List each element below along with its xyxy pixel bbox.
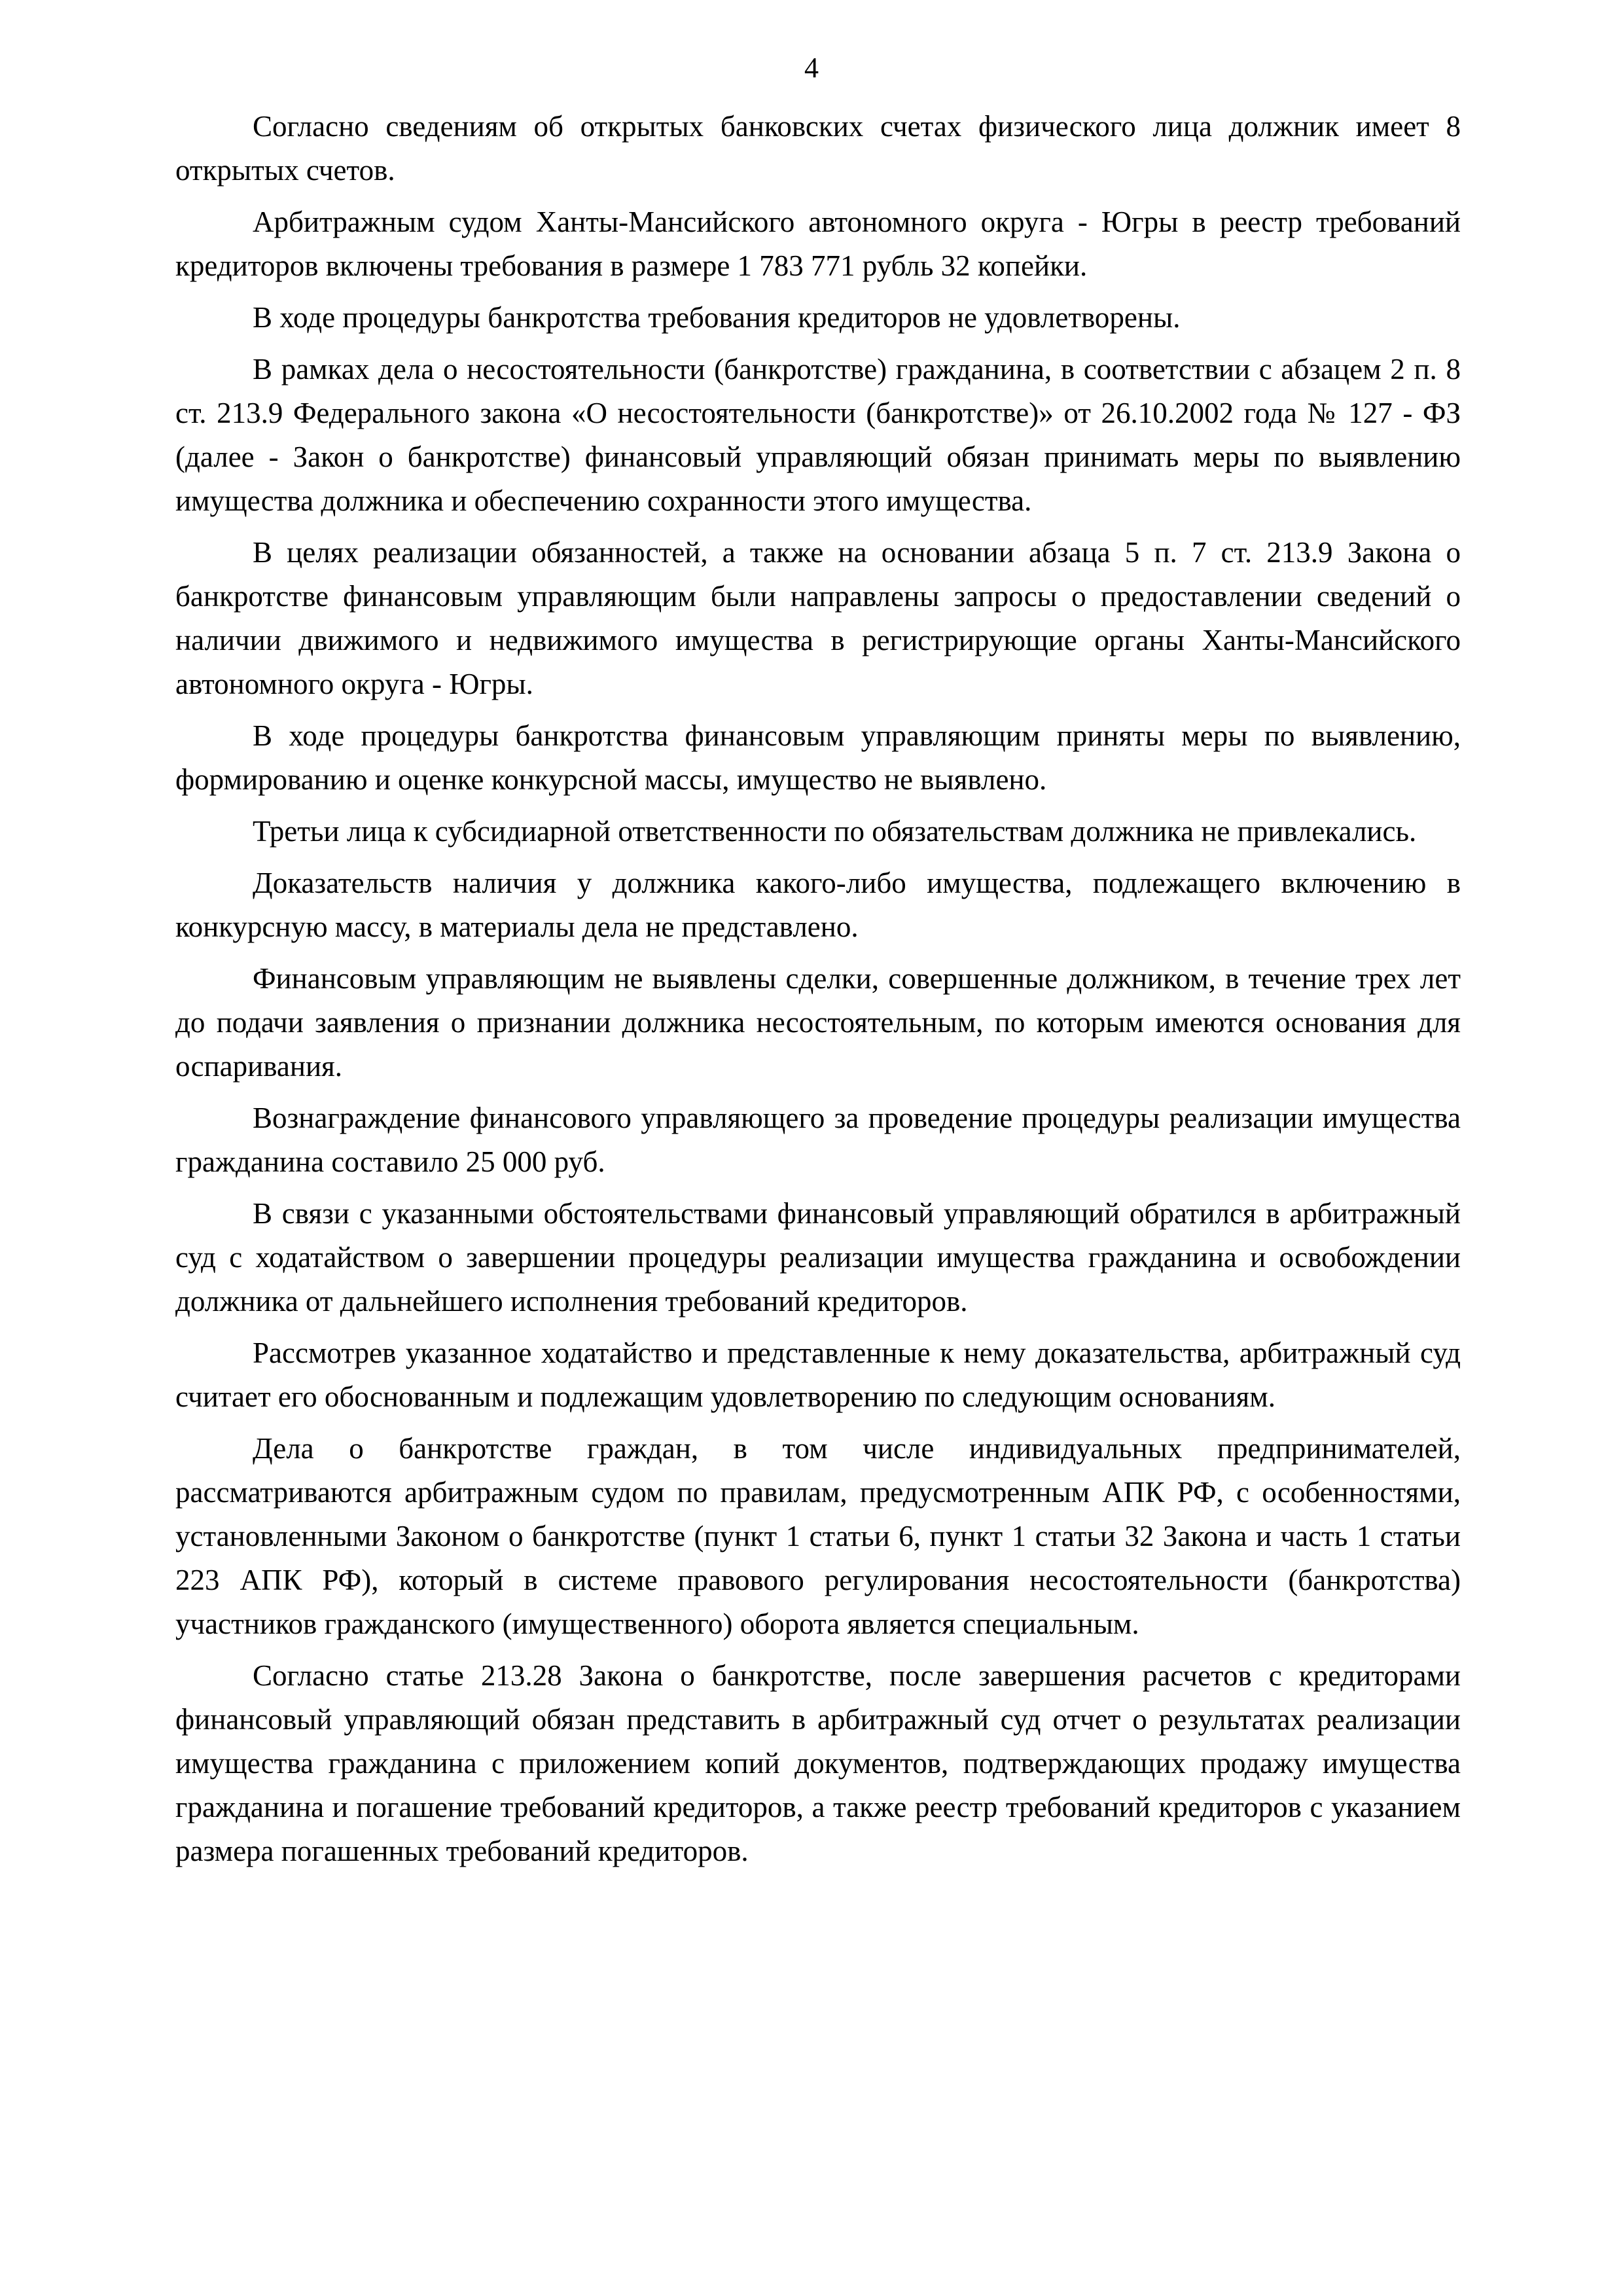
paragraph-no-transactions: Финансовым управляющим не выявлены сделки, совершенные должником, в течение трех лет до подачи заявления о признании должника несостоятельным, по которым имеются основания для оспаривания. [175,962,1461,1083]
paragraph-property-not-found: В ходе процедуры банкротства финансовым управляющим приняты меры по выявлению, формированию и оценке конкурсной массы, имущество не выявлено. [175,719,1461,796]
paragraph-article-213-28: Согласно статье 213.28 Закона о банкротстве, после завершения расчетов с кредиторами финансовый управляющий обязан представить в арбитражный суд отчет о результатах реализации имущества гражданина с приложением копий документов, подтверждающих продажу имущества гражданина и погашение требований кредиторов, а также реестр требований кредиторов с указанием размера погашенных требований кредиторов. [175,1659,1461,1867]
paragraph-requests-sent: В целях реализации обязанностей, а также на основании абзаца 5 п. 7 ст. 213.9 Закона о банкротстве финансовым управляющим были направлены запросы о предоставлении сведений о наличии движимого и недвижимого имущества в регистрирующие органы Ханты-Мансийского автономного округа - Югры. [175,536,1461,700]
paragraph-claims-unsatisfied: В ходе процедуры банкротства требования кредиторов не удовлетворены. [253,301,1181,334]
paragraph-petition: В связи с указанными обстоятельствами финансовый управляющий обратился в арбитражный суд с ходатайством о завершении процедуры реализации имущества гражданина и освобождении должника от дальнейшего исполнения требований кредиторов. [175,1197,1461,1318]
paragraph-remuneration: Вознаграждение финансового управляющего за проведение процедуры реализации имущества гражданина составило 25 000 руб. [175,1102,1461,1178]
paragraph-creditor-claims: Арбитражным судом Ханты-Мансийского автономного округа - Югры в реестр требований кредиторов включены требования в размере 1 783 771 рубль 32 копейки. [175,206,1461,282]
page-number: 4 [804,52,819,84]
paragraph-no-evidence: Доказательств наличия у должника какого-либо имущества, подлежащего включению в конкурсную массу, в материалы дела не представлено. [175,867,1461,943]
paragraph-subsidiary-liability: Третьи лица к субсидиарной ответственности по обязательствам должника не привлекались. [253,815,1417,848]
paragraph-open-accounts: Согласно сведениям об открытых банковских счетах физического лица должник имеет 8 открытых счетов. [175,110,1461,187]
paragraph-court-consideration: Рассмотрев указанное ходатайство и представленные к нему доказательства, арбитражный суд считает его обоснованным и подлежащим удовлетворению по следующим основаниям. [175,1336,1461,1413]
paragraph-manager-duties: В рамках дела о несостоятельности (банкротстве) гражданина, в соответствии с абзацем 2 п. 8 ст. 213.9 Федерального закона «О несостоятельности (банкротстве)» от 26.10.2002 года № 127 - ФЗ (далее - Закон о банкротстве) финансовый управляющий обязан принимать меры по выявлению имущества должника и обеспечению сохранности этого имущества. [175,353,1461,517]
paragraph-legal-basis: Дела о банкротстве граждан, в том числе индивидуальных предпринимателей, рассматриваются арбитражным судом по правилам, предусмотренным АПК РФ, с особенностями, установленными Законом о банкротстве (пункт 1 статьи 6, пункт 1 статьи 32 Закона и часть 1 статьи 223 АПК РФ), который в системе правового регулирования несостоятельности (банкротства) участников гражданского (имущественного) оборота является специальным. [175,1432,1461,1640]
document-body [175,105,1461,1881]
